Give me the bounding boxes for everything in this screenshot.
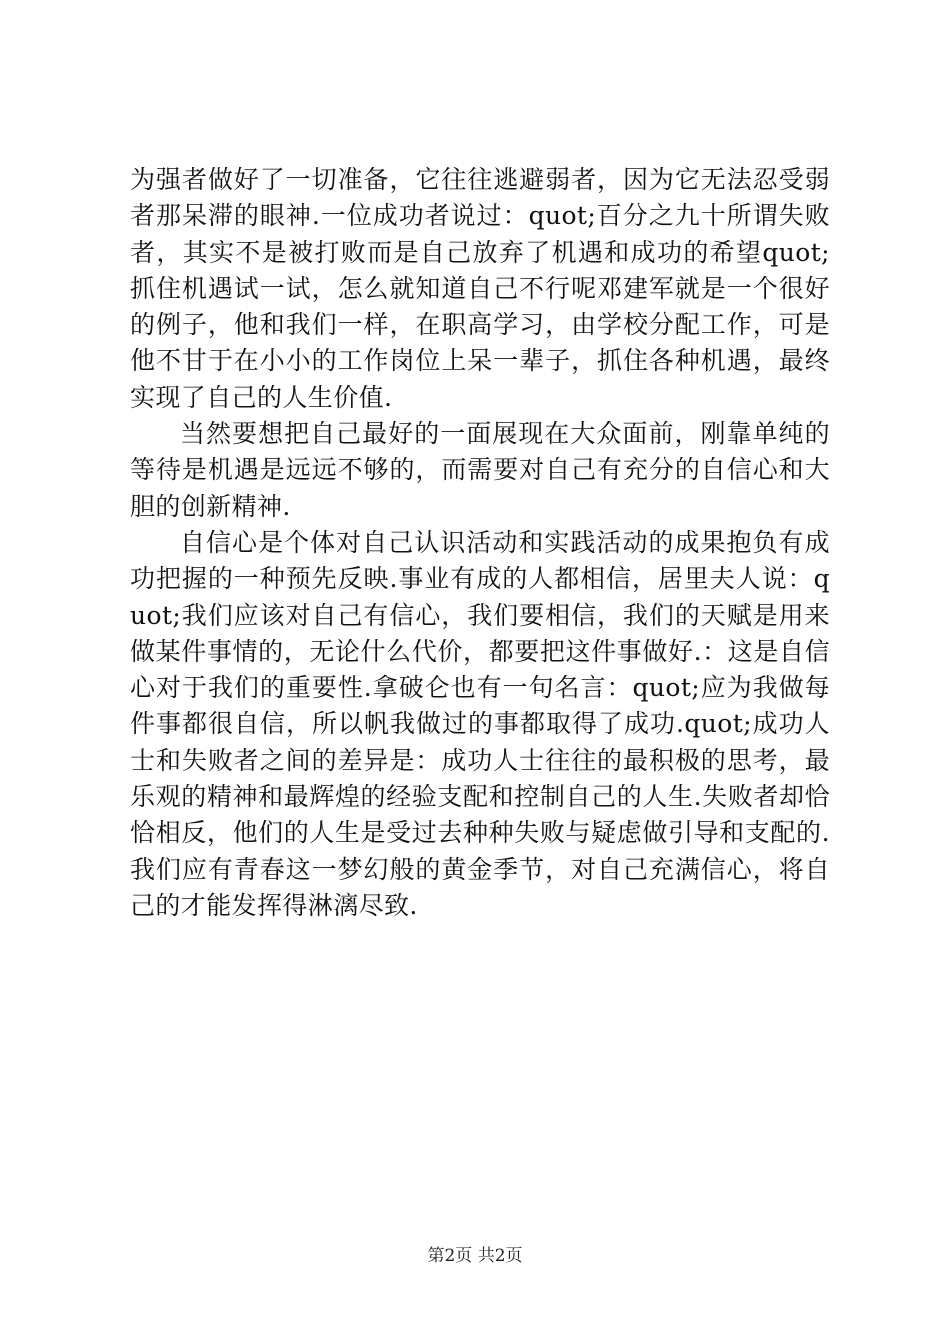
paragraph-opportunity-confidence: 当然要想把自己最好的一面展现在大众面前，刚靠单纯的等待是机遇是远远不够的，而需要对自己有充分的自信心和大胆的创新精神. <box>130 419 830 521</box>
page-number-footer: 第2页 共2页 <box>427 1246 523 1266</box>
document-body <box>130 162 830 924</box>
paragraph-self-confidence: 自信心是个体对自己认识活动和实践活动的成果抱负有成功把握的一种预先反映.事业有成的人都相信，居里夫人说：quot;我们应该对自己有信心，我们要相信，我们的天赋是用来做某件事情的，无论什么代价，都要把这件事做好.：这是自信心对于我们的重要性.拿破仑也有一句名言：quot;应为我做每件事都很自信，所以帆我做过的事都取得了成功.quot;成功人士和失败者之间的差异是：成功人士往往的最积极的思考，最乐观的精神和最辉煌的经验支配和控制自己的人生.失败者却恰恰相反，他们的人生是受过去种种失败与疑虑做引导和支配的.我们应有青春这一梦幻般的黄金季节，对自己充满信心，将自己的才能发挥得淋漓尽致. <box>130 527 830 920</box>
paragraph-continuation: 为强者做好了一切准备，它往往逃避弱者，因为它无法忍受弱者那呆滞的眼神.一位成功者说过：quot;百分之九十所谓失败者，其实不是被打败而是自己放弃了机遇和成功的希望quot;抓住机遇试一试，怎么就知道自己不行呢邓建军就是一个很好的例子，他和我们一样，在职高学习，由学校分配工作，可是他不甘于在小小的工作岗位上呆一辈子，抓住各种机遇，最终实现了自己的人生价值. <box>130 165 830 412</box>
